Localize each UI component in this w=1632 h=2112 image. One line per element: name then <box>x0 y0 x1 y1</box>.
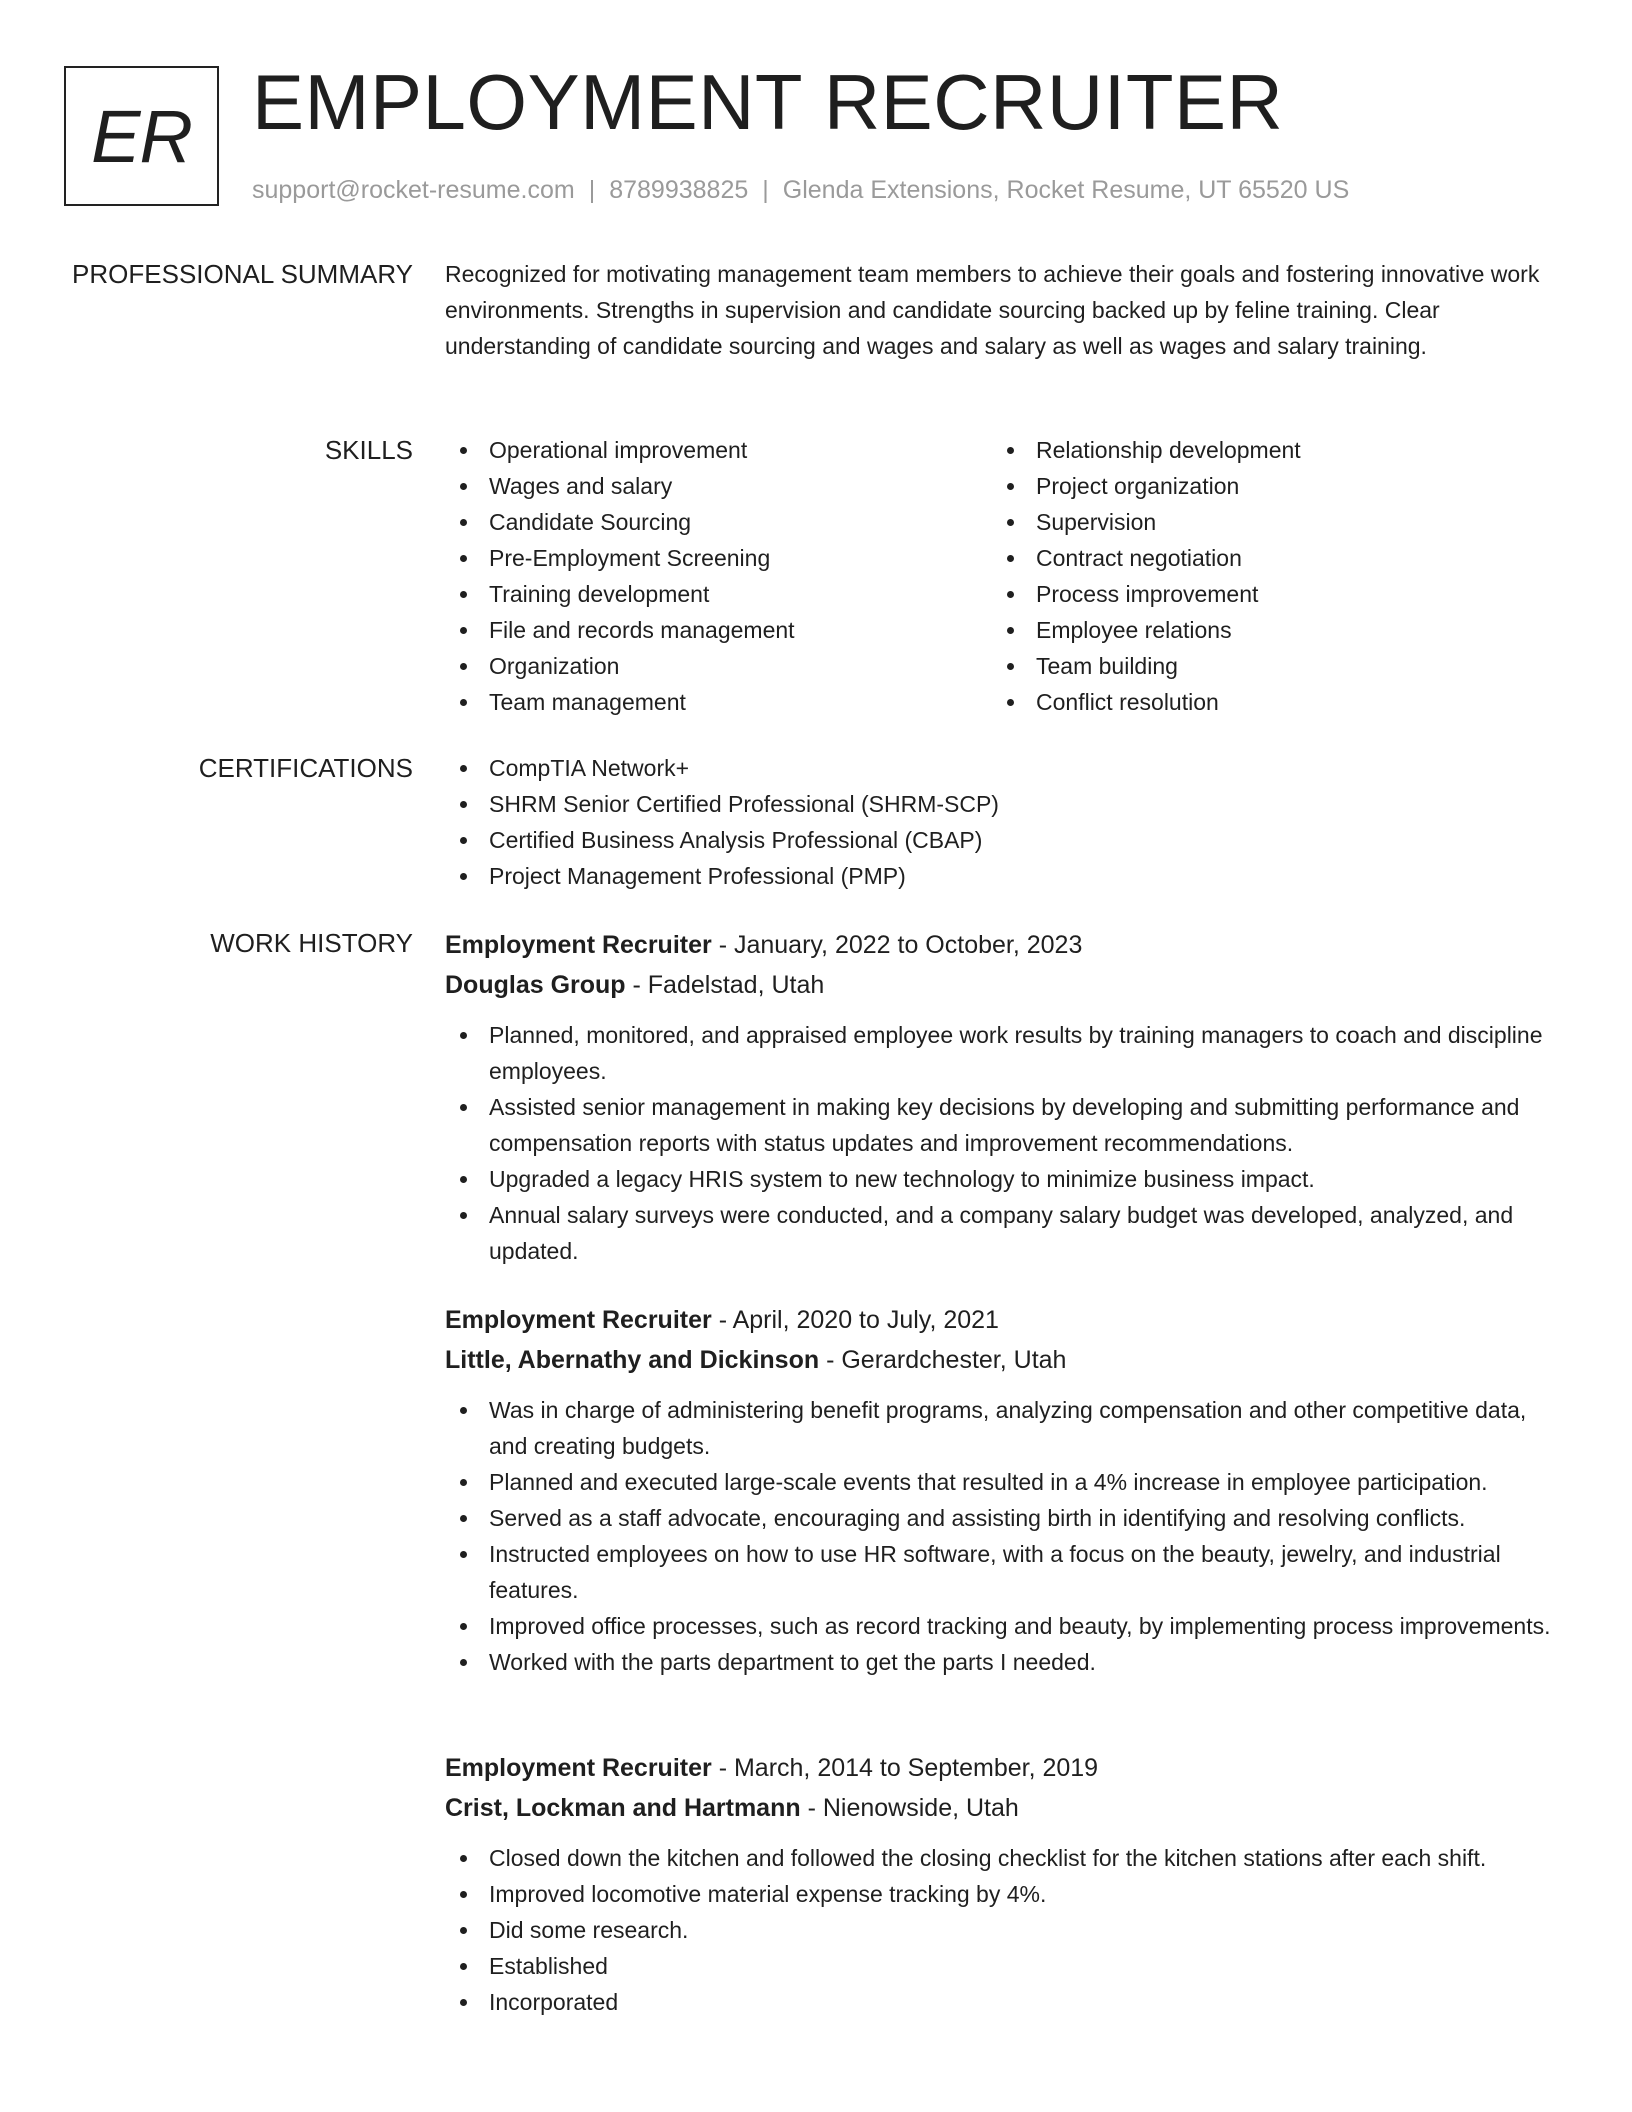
skill-item: Relationship development <box>992 432 1539 468</box>
skill-item: Conflict resolution <box>992 684 1539 720</box>
job-bullet: Planned and executed large-scale events that resulted in a 4% increase in employee participation. <box>445 1464 1565 1500</box>
skills-column-left <box>445 432 992 720</box>
summary-text: Recognized for motivating management team members to achieve their goals and fostering innovative work environments. Strengths in supervision and candidate sourcing backed up by feline training. Clear understanding of candidate sourcing and wages and salary as well as wages and salary training. <box>445 261 1540 359</box>
contact-separator: | <box>762 176 769 204</box>
job-company-line <box>445 965 1565 1005</box>
resume-title: EMPLOYMENT RECRUITER <box>252 58 1284 146</box>
contact-email: support@rocket-resume.com <box>252 176 575 204</box>
certification-item: Project Management Professional (PMP) <box>445 858 1565 894</box>
skill-item: Organization <box>445 648 992 684</box>
monogram-logo: ER <box>64 66 219 206</box>
job-bullet: Planned, monitored, and appraised employee work results by training managers to coach and discipline employees. <box>445 1017 1565 1089</box>
skill-item: Wages and salary <box>445 468 992 504</box>
job-title: Employment Recruiter <box>445 931 712 959</box>
skill-item: Contract negotiation <box>992 540 1539 576</box>
job-location: - Nienowside, Utah <box>800 1794 1019 1822</box>
certification-item: SHRM Senior Certified Professional (SHRM-SCP) <box>445 786 1565 822</box>
job-company: Little, Abernathy and Dickinson <box>445 1346 820 1374</box>
skill-item: Team building <box>992 648 1539 684</box>
skill-item: Process improvement <box>992 576 1539 612</box>
job-dates: - April, 2020 to July, 2021 <box>711 1306 999 1334</box>
job-bullet: Improved office processes, such as record tracking and beauty, by implementing process improvements. <box>445 1608 1565 1644</box>
skills-grid <box>445 432 1565 720</box>
contact-address: Glenda Extensions, Rocket Resume, UT 65520 US <box>782 176 1350 204</box>
skill-item: Team management <box>445 684 992 720</box>
contact-line <box>252 172 1349 208</box>
work-history-label: WORK HISTORY <box>210 928 413 958</box>
job-bullet: Was in charge of administering benefit programs, analyzing compensation and other competitive data, and creating budgets. <box>445 1392 1565 1464</box>
skills-label: SKILLS <box>324 435 413 465</box>
job-bullet: Worked with the parts department to get the parts I needed. <box>445 1644 1565 1680</box>
contact-separator: | <box>588 176 596 204</box>
job-entry <box>445 1748 1565 2020</box>
job-title-line <box>445 1300 1565 1340</box>
job-title-line <box>445 925 1565 965</box>
job-bullet: Upgraded a legacy HRIS system to new technology to minimize business impact. <box>445 1161 1565 1197</box>
skill-item: File and records management <box>445 612 992 648</box>
job-bullet: Served as a staff advocate, encouraging and assisting birth in identifying and resolving conflicts. <box>445 1500 1565 1536</box>
job-title: Employment Recruiter <box>445 1754 712 1782</box>
job-bullet: Annual salary surveys were conducted, and a company salary budget was developed, analyzed, and updated. <box>445 1197 1565 1269</box>
contact-phone: 8789938825 <box>609 176 749 204</box>
certifications-list <box>445 750 1565 894</box>
job-title-line <box>445 1748 1565 1788</box>
job-title: Employment Recruiter <box>445 1306 712 1334</box>
skill-item: Training development <box>445 576 992 612</box>
skill-item: Supervision <box>992 504 1539 540</box>
skill-item: Operational improvement <box>445 432 992 468</box>
job-bullet: Assisted senior management in making key decisions by developing and submitting performance and compensation reports with status updates and improvement recommendations. <box>445 1089 1565 1161</box>
job-bullet: Incorporated <box>445 1984 1565 2020</box>
job-bullet: Established <box>445 1948 1565 1984</box>
summary-content <box>445 256 1565 364</box>
certification-item: CompTIA Network+ <box>445 750 1565 786</box>
job-entry <box>445 1300 1565 1680</box>
job-bullets <box>445 1392 1565 1680</box>
job-bullets <box>445 1017 1565 1269</box>
job-location: - Fadelstad, Utah <box>625 971 825 999</box>
job-company-line <box>445 1788 1565 1828</box>
job-bullets <box>445 1840 1565 2020</box>
job-bullet: Did some research. <box>445 1912 1565 1948</box>
summary-label: PROFESSIONAL SUMMARY <box>72 259 413 289</box>
skills-column-right <box>992 432 1539 720</box>
certification-item: Certified Business Analysis Professional (CBAP) <box>445 822 1565 858</box>
job-bullet: Improved locomotive material expense tracking by 4%. <box>445 1876 1565 1912</box>
skill-item: Candidate Sourcing <box>445 504 992 540</box>
job-dates: - March, 2014 to September, 2019 <box>711 1754 1099 1782</box>
job-company: Crist, Lockman and Hartmann <box>445 1794 801 1822</box>
skill-item: Employee relations <box>992 612 1539 648</box>
job-bullet: Instructed employees on how to use HR software, with a focus on the beauty, jewelry, and industrial features. <box>445 1536 1565 1608</box>
certifications-label: CERTIFICATIONS <box>198 753 413 783</box>
job-entry <box>445 925 1565 1269</box>
job-company-line <box>445 1340 1565 1380</box>
skill-item: Pre-Employment Screening <box>445 540 992 576</box>
job-company: Douglas Group <box>445 971 626 999</box>
job-location: - Gerardchester, Utah <box>819 1346 1067 1374</box>
job-bullet: Closed down the kitchen and followed the closing checklist for the kitchen stations after each shift. <box>445 1840 1565 1876</box>
job-dates: - January, 2022 to October, 2023 <box>711 931 1083 959</box>
skill-item: Project organization <box>992 468 1539 504</box>
